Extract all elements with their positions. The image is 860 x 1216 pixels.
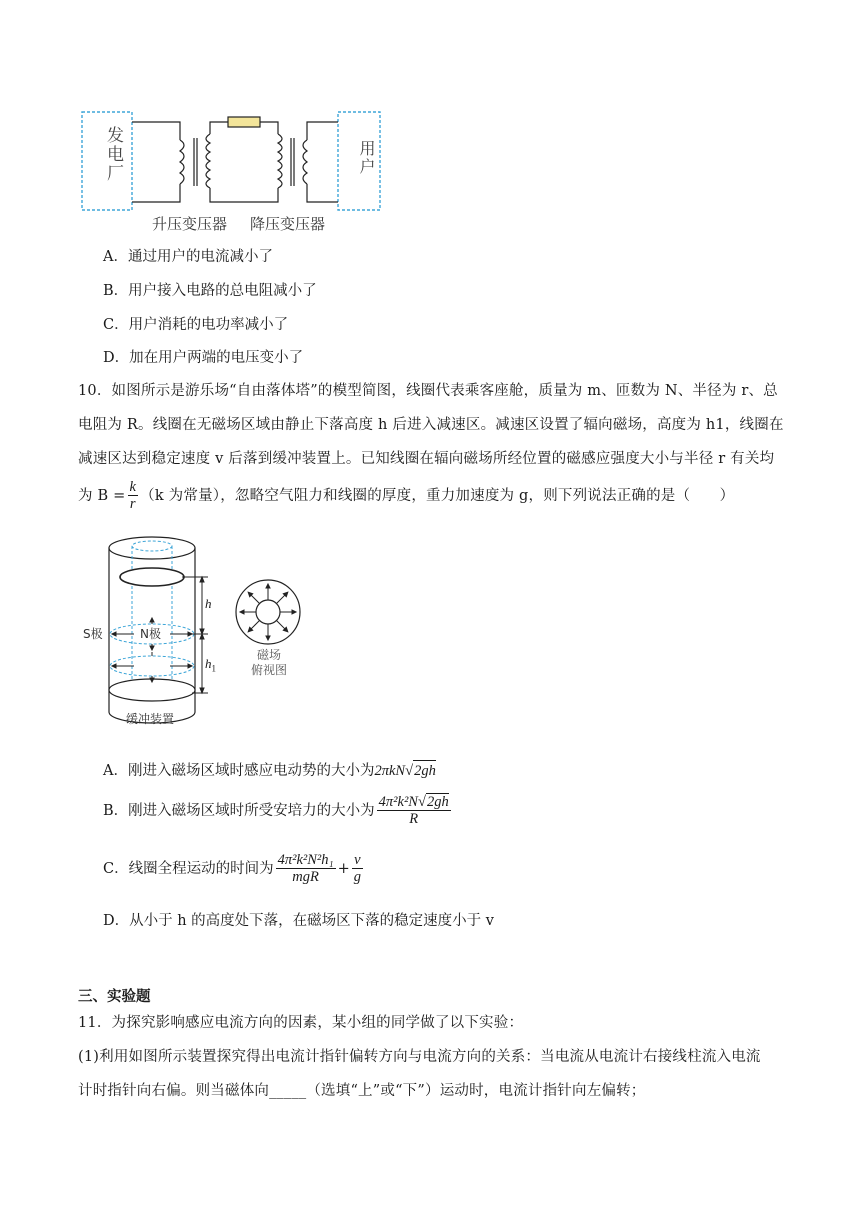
q10-option-b (103, 794, 453, 827)
q10-option-c-text: C．线圈全程运动的时间为 (103, 860, 274, 877)
q10-option-a-expr: 2πkN (374, 762, 406, 779)
q9-option-d: D．加在用户两端的电压变小了 (103, 350, 304, 366)
q10-option-d: D．从小于 h 的高度处下落，在磁场区下落的稳定速度小于 v (103, 913, 494, 929)
q11-line-1: 11．为探究影响感应电流方向的因素，某小组的同学做了以下实验： (78, 1015, 524, 1031)
q10-line-1: 10．如图所示是游乐场“自由落体塔”的模型简图，线圈代表乘客座舱，质量为 m、匝数为 N、半径为 r、总 (78, 383, 778, 399)
line-resistor (228, 117, 260, 127)
n-pole-label: N极 (140, 627, 161, 641)
height-h-label: h (205, 596, 212, 611)
q9-option-c: C．用户消耗的电功率减小了 (103, 317, 289, 333)
q11-line-2: (1)利用如图所示装置探究得出电流计指针偏转方向与电流方向的关系：当电流从电流计右接线柱流入电流 (78, 1049, 761, 1065)
q10-option-c-fraction-2 (352, 852, 363, 885)
drop-tower-diagram (82, 530, 322, 730)
q10-option-c-denominator: mgR (292, 869, 319, 885)
q10-option-c-numerator: 4π²k²N²h₁ (277, 852, 334, 868)
q10-line-3: 减速区达到稳定速度 v 后落到缓冲装置上。已知线圈在辐向磁场所经位置的磁感应强度大小与半径 r 有关均 (78, 451, 775, 467)
q10-option-c-numerator-2: v (352, 852, 363, 869)
top-view-label-2: 俯视图 (251, 663, 288, 677)
q10-option-b-denominator: R (409, 811, 419, 827)
sqrt-sign: √ (417, 794, 426, 810)
q10-option-c-denominator-2: g (353, 869, 361, 885)
top-view-label (251, 648, 287, 678)
section-heading: 三、实验题 (78, 988, 151, 1005)
height-h1-subscript: 1 (211, 663, 216, 674)
power-plant-label: 发电厂 (103, 126, 123, 183)
q10-option-c-plus: + (337, 860, 350, 877)
q10-line-4-post: （k 为常量），忽略空气阻力和线圈的厚度，重力加速度为 g，则下列说法正确的是（ ） (140, 487, 735, 504)
q10-option-a (103, 760, 436, 781)
transformer-diagram (78, 108, 388, 236)
q10-option-b-num: 4π²k²N (378, 794, 418, 810)
b-equals-k-over-r (128, 479, 139, 512)
q10-option-b-text: B．刚进入磁场区域时所受安培力的大小为 (103, 802, 375, 819)
q9-option-b: B．用户接入电路的总电阻减小了 (103, 283, 317, 299)
sqrt-sign: √ (405, 762, 414, 779)
buffer-label: 缓冲装置 (126, 712, 175, 726)
q10-option-c (103, 852, 365, 885)
q9-option-a: A．通过用户的电流减小了 (103, 249, 273, 265)
q10-option-b-numerator (377, 794, 451, 811)
q10-line-4 (78, 479, 734, 512)
step-up-caption: 升压变压器 (152, 215, 228, 233)
fraction-numerator: k (129, 479, 137, 495)
q10-line-4-pre: 为 B = (78, 487, 126, 504)
step-down-caption: 降压变压器 (250, 215, 326, 233)
height-h1-letter: h (205, 656, 212, 671)
q10-line-2: 电阻为 R。线圈在无磁场区域由静止下落高度 h 后进入减速区。减速区设置了辐向磁场，高度为 h1，线圈在 (78, 417, 784, 433)
q10-option-b-fraction (377, 794, 451, 827)
fraction-denominator: r (129, 496, 136, 512)
q10-option-b-root: 2gh (426, 794, 449, 810)
top-view-label-1: 磁场 (256, 648, 281, 662)
user-label: 用户 (357, 140, 376, 176)
q10-option-c-fraction-1 (276, 852, 336, 885)
height-h1-label (205, 656, 216, 674)
q10-option-a-root: 2gh (413, 760, 436, 781)
q10-option-a-text: A．刚进入磁场区域时感应电动势的大小为 (103, 762, 375, 779)
s-pole-label: S极 (83, 627, 103, 641)
q11-line-3: 计时指针向右偏。则当磁体向_____（选填“上”或“下”）运动时，电流计指针向左偏转； (78, 1083, 646, 1099)
